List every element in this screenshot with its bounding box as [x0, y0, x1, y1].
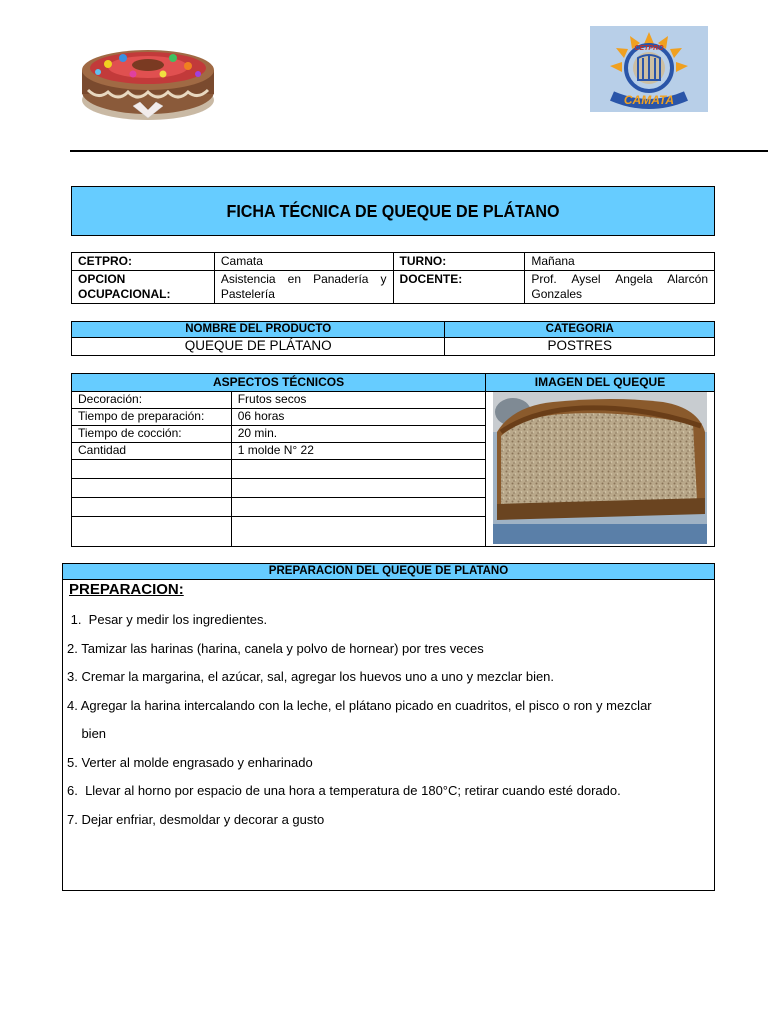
tech-value: Frutos secos [231, 392, 485, 409]
cake-image-cell [486, 392, 715, 547]
tech-value: 20 min. [231, 426, 485, 443]
tech-value: 06 horas [231, 409, 485, 426]
preparation-section [62, 563, 715, 891]
preparation-step: 5. Verter al molde engrasado y enharinado [67, 754, 313, 770]
category-header: CATEGORIA [445, 322, 715, 338]
preparation-header: PREPARACION DEL QUEQUE DE PLATANO [63, 564, 714, 580]
product-table [71, 321, 715, 356]
tech-value: 1 molde N° 22 [231, 443, 485, 460]
cetpro-value: Camata [214, 253, 393, 271]
cetpro-camata-emblem [590, 26, 708, 112]
info-row-cetpro [72, 253, 715, 271]
tech-label: Tiempo de cocción: [72, 426, 232, 443]
preparation-step: bien [67, 726, 107, 741]
tech-label: Cantidad [72, 443, 232, 460]
preparation-step: 6. Llevar al horno por espacio de una hora a temperatura de 180°C; retirar cuando esté dorado. [67, 783, 621, 798]
info-row-opcion [72, 271, 715, 304]
opcion-value-line1: Asistencia en Panadería y [220, 272, 387, 286]
info-table [71, 252, 715, 304]
technical-table [71, 373, 715, 547]
school-logo [590, 26, 708, 112]
preparation-title: PREPARACION: [69, 581, 184, 598]
cetpro-label: CETPRO: [72, 253, 215, 271]
docente-label: DOCENTE: [393, 271, 525, 304]
turno-value: Mañana [525, 253, 715, 271]
tech-label: Decoración: [72, 392, 232, 409]
docente-value-line2: Gonzales [531, 287, 583, 301]
preparation-step: 2. Tamizar las harinas (harina, canela y polvo de hornear) por tres veces [67, 640, 484, 656]
docente-value [525, 271, 715, 304]
technical-header: ASPECTOS TÉCNICOS [72, 374, 486, 392]
preparation-step: 4. Agregar la harina intercalando con la leche, el plátano picado en cuadritos, el pisco o ron y mezclar [67, 697, 652, 713]
product-name-header: NOMBRE DEL PRODUCTO [72, 322, 445, 338]
header-divider [70, 150, 768, 152]
logo-bottom-text: CAMATA [623, 93, 675, 107]
opcion-value [214, 271, 393, 304]
category-value: POSTRES [445, 338, 715, 356]
banana-bread-photo [493, 392, 707, 544]
preparation-steps [67, 606, 707, 834]
product-name-value: QUEQUE DE PLÁTANO [72, 338, 445, 356]
cake-logo-image [78, 40, 218, 125]
tech-label: Tiempo de preparación: [72, 409, 232, 426]
turno-label: TURNO: [393, 253, 525, 271]
image-header: IMAGEN DEL QUEQUE [486, 374, 715, 392]
preparation-step: 7. Dejar enfriar, desmoldar y decorar a gusto [67, 811, 325, 827]
logo-top-text: CETPRO [634, 45, 664, 52]
preparation-step: 1. Pesar y medir los ingredientes. [67, 612, 268, 627]
preparation-step: 3. Cremar la margarina, el azúcar, sal, agregar los huevos uno a uno y mezclar bien. [67, 669, 555, 684]
tech-row [72, 392, 715, 409]
opcion-value-line2: Pastelería [220, 287, 275, 301]
docente-value-line1: Prof. Aysel Angela Alarcón [531, 272, 708, 286]
opcion-label: OPCION OCUPACIONAL: [72, 271, 215, 304]
title-banner [71, 186, 715, 236]
document-title: FICHA TÉCNICA DE QUEQUE DE PLÁTANO [226, 200, 560, 221]
